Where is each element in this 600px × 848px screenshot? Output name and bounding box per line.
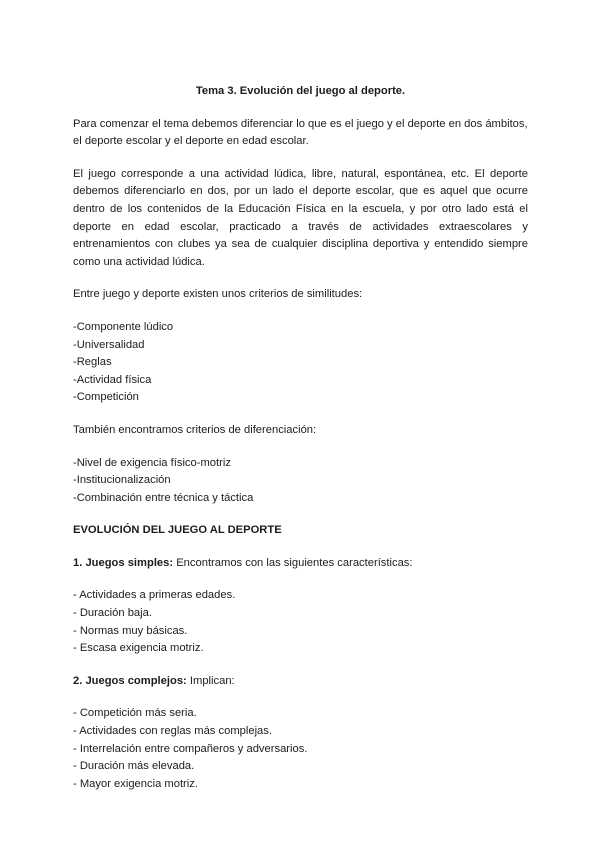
list-item: - Duración más elevada. — [73, 760, 195, 773]
differences-intro: También encontramos criterios de diferenciación: — [73, 423, 317, 436]
document-title: Tema 3. Evolución del juego al deporte. — [195, 85, 406, 97]
list-item: - Escasa exigencia motriz. — [73, 642, 204, 655]
list-item: -Reglas — [73, 356, 112, 369]
intro-paragraph: Para comenzar el tema debemos diferenciar lo que es el juego y el deporte en dos ámbitos, el deporte escolar y el deporte en edad escolar. — [73, 117, 528, 148]
list-item: -Actividad física — [73, 373, 152, 386]
list-item: -Componente lúdico — [73, 320, 174, 333]
complex-games-paragraph — [73, 673, 528, 691]
similarities-list — [73, 319, 528, 407]
list-item: - Actividades con reglas más complejas. — [73, 725, 272, 738]
list-item: - Interrelación entre compañeros y adversarios. — [73, 742, 308, 755]
simple-games-label: 1. Juegos simples: — [73, 556, 174, 569]
simple-games-list — [73, 587, 528, 657]
list-item: - Competición más seria. — [73, 707, 197, 720]
complex-games-list — [73, 705, 528, 793]
list-item: -Combinación entre técnica y táctica — [73, 491, 254, 504]
game-sport-paragraph: El juego corresponde a una actividad lúdica, libre, natural, espontánea, etc. El deporte debemos diferenciarlo en dos, por un lado el deporte escolar, que es aquel que ocurre dentro de los contenidos de la Educación Física en la escuela, y por otro lado está el deporte en edad escolar, practicado a través de actividades extraescolares y entrenamientos con clubes ya sea de cualquier disciplina deportiva y entendido siempre como una actividad lúdica. — [73, 167, 528, 268]
similarities-intro: Entre juego y deporte existen unos criterios de similitudes: — [73, 288, 363, 301]
list-item: -Universalidad — [73, 338, 145, 351]
complex-games-label: 2. Juegos complejos: — [73, 674, 187, 687]
list-item: -Competición — [73, 391, 139, 404]
differences-list — [73, 455, 528, 508]
list-item: - Actividades a primeras edades. — [73, 589, 236, 602]
section-heading: EVOLUCIÓN DEL JUEGO AL DEPORTE — [73, 524, 282, 537]
list-item: - Normas muy básicas. — [73, 624, 188, 637]
document-page — [73, 80, 528, 808]
list-item: - Mayor exigencia motriz. — [73, 777, 198, 790]
simple-games-paragraph — [73, 555, 528, 573]
simple-games-text: Encontramos con las siguientes características: — [173, 556, 413, 569]
list-item: -Institucionalización — [73, 474, 171, 487]
list-item: - Duración baja. — [73, 607, 152, 620]
complex-games-text: Implican: — [186, 674, 235, 687]
list-item: -Nivel de exigencia físico-motriz — [73, 456, 231, 469]
